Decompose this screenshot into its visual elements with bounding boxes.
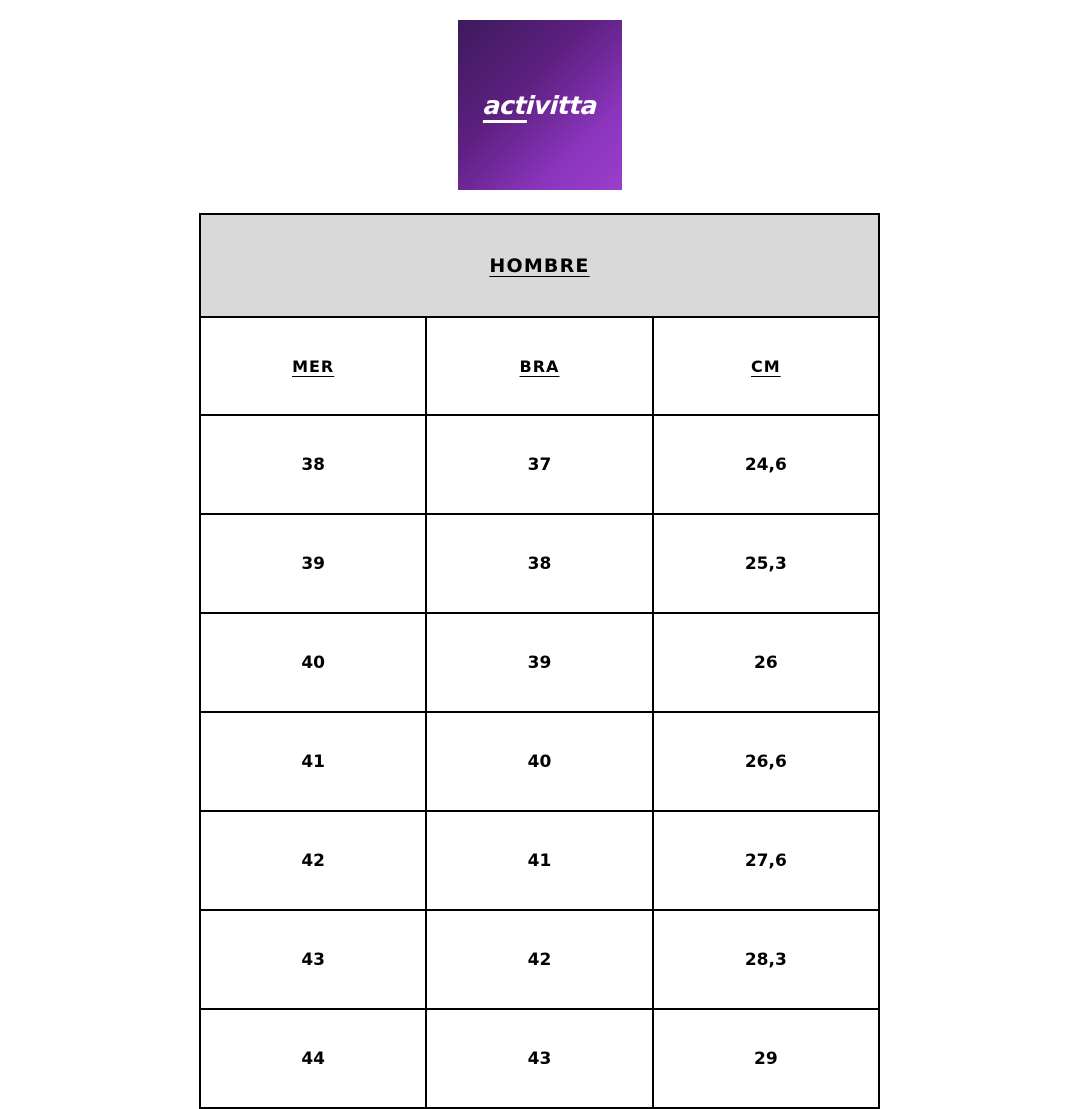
table-row <box>200 910 879 1009</box>
cell-mer: 40 <box>200 613 426 712</box>
logo-wordmark-part-2: vitta <box>533 90 599 120</box>
column-header-bra-text: BRA <box>519 356 560 376</box>
table-header-row <box>200 317 879 415</box>
table-row <box>200 811 879 910</box>
table-row <box>200 712 879 811</box>
cell-mer: 38 <box>200 415 426 514</box>
column-header-mer <box>200 317 426 415</box>
cell-bra: 38 <box>426 514 652 613</box>
cell-bra: 40 <box>426 712 652 811</box>
size-table-container <box>199 213 880 1109</box>
cell-mer: 44 <box>200 1009 426 1108</box>
cell-bra: 37 <box>426 415 652 514</box>
table-title-row <box>200 214 879 317</box>
table-title-cell <box>200 214 879 317</box>
cell-mer: 39 <box>200 514 426 613</box>
cell-bra: 41 <box>426 811 652 910</box>
cell-cm: 27,6 <box>653 811 879 910</box>
logo-wordmark-part-1: acti <box>483 90 536 120</box>
cell-cm: 25,3 <box>653 514 879 613</box>
logo-underline-accent <box>483 120 527 123</box>
cell-mer: 41 <box>200 712 426 811</box>
cell-bra: 39 <box>426 613 652 712</box>
cell-bra: 43 <box>426 1009 652 1108</box>
cell-mer: 43 <box>200 910 426 1009</box>
logo-gradient-box <box>458 20 622 190</box>
brand-logo <box>458 20 622 190</box>
column-header-cm <box>653 317 879 415</box>
table-title-text: HOMBRE <box>489 254 590 277</box>
cell-cm: 28,3 <box>653 910 879 1009</box>
cell-bra: 42 <box>426 910 652 1009</box>
table-row <box>200 613 879 712</box>
cell-cm: 26,6 <box>653 712 879 811</box>
cell-cm: 26 <box>653 613 879 712</box>
column-header-mer-text: MER <box>292 356 335 376</box>
cell-mer: 42 <box>200 811 426 910</box>
cell-cm: 29 <box>653 1009 879 1108</box>
column-header-bra <box>426 317 652 415</box>
table-row <box>200 1009 879 1108</box>
logo-wordmark <box>481 91 598 120</box>
table-row <box>200 415 879 514</box>
cell-cm: 24,6 <box>653 415 879 514</box>
table-row <box>200 514 879 613</box>
size-table <box>199 213 880 1109</box>
column-header-cm-text: CM <box>750 356 781 376</box>
